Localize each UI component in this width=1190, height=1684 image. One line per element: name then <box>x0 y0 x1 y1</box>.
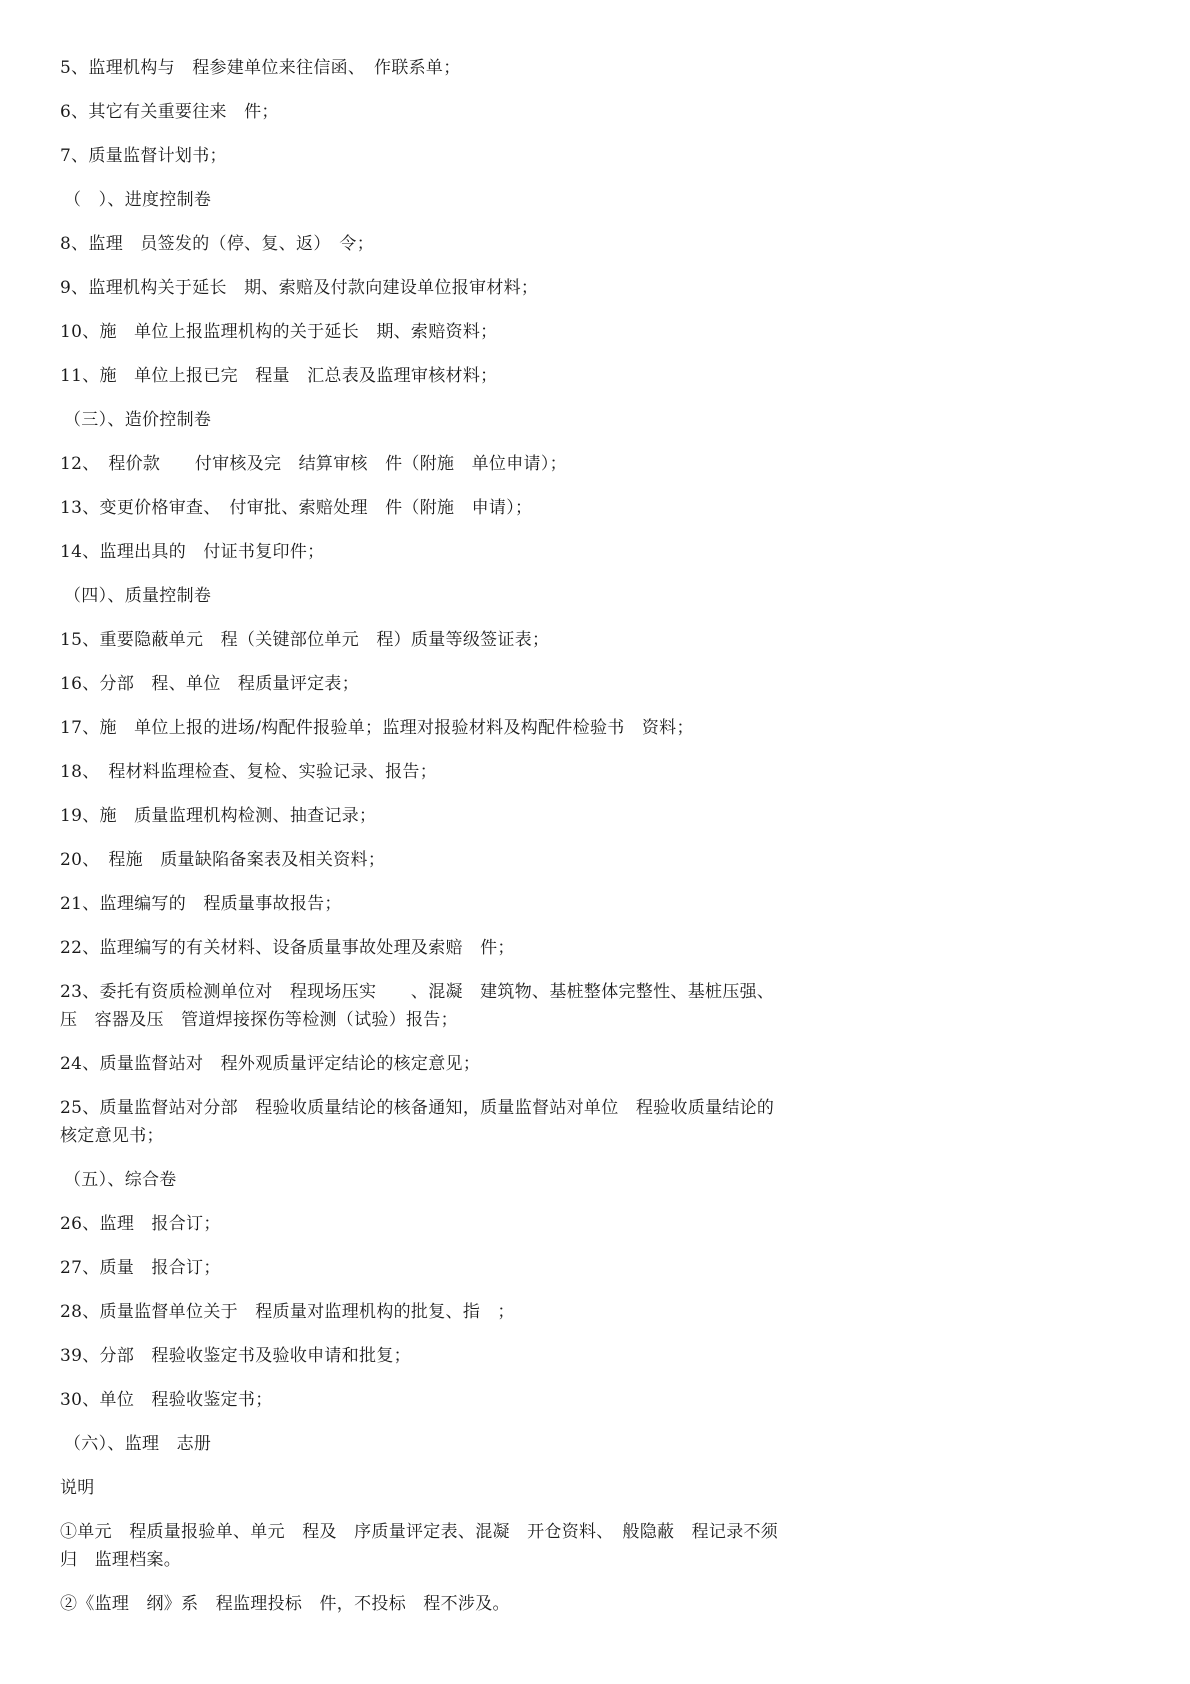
list-item-8: 8、监理 员签发的（停、复、返） 令； <box>60 234 375 254</box>
list-item-18: 18、 程材料监理检查、复检、实验记录、报告； <box>60 762 438 782</box>
list-item-17: 17、施 单位上报的进场/构配件报验单；监理对报验材料及构配件检验书 资料； <box>60 718 694 738</box>
notes-heading: 说明 <box>60 1478 95 1498</box>
list-item-21: 21、监理编写的 程质量事故报告； <box>60 894 342 914</box>
list-item-25: 25、质量监督站对分部 程验收质量结论的核备通知，质量监督站对单位 程验收质量结论的 核定意见书； <box>60 1098 775 1146</box>
list-item-7: 7、质量监督计划书； <box>60 146 227 166</box>
list-item-12: 12、 程价款 付审核及完 结算审核 件（附施 单位申请）； <box>60 454 567 474</box>
section-heading-cost: （三）、造价控制卷 <box>64 410 212 430</box>
section-heading-quality: （四）、质量控制卷 <box>64 586 212 606</box>
list-item-5: 5、监理机构与 程参建单位来往信函、 作联系单； <box>60 58 461 78</box>
list-item-11: 11、施 单位上报已完 程量 汇总表及监理审核材料； <box>60 366 498 386</box>
document-body <box>60 54 880 1634</box>
list-item-20: 20、 程施 质量缺陷备案表及相关资料； <box>60 850 386 870</box>
list-item-19: 19、施 质量监理机构检测、抽查记录； <box>60 806 377 826</box>
list-item-14: 14、监理出具的 付证书复印件； <box>60 542 325 562</box>
list-item-22: 22、监理编写的有关材料、设备质量事故处理及索赔 件； <box>60 938 515 958</box>
list-item-39: 39、分部 程验收鉴定书及验收申请和批复； <box>60 1346 411 1366</box>
list-item-15: 15、重要隐蔽单元 程（关键部位单元 程）质量等级签证表； <box>60 630 550 650</box>
list-item-28: 28、质量监督单位关于 程质量对监理机构的批复、指 ； <box>60 1302 515 1322</box>
list-item-26: 26、监理 报合订； <box>60 1214 221 1234</box>
note-1: ①单元 程质量报验单、单元 程及 序质量评定表、混凝 开仓资料、 般隐蔽 程记录不须 归 监理档案。 <box>60 1522 779 1570</box>
list-item-13: 13、变更价格审查、 付审批、索赔处理 件（附施 申请）； <box>60 498 533 518</box>
list-item-24: 24、质量监督站对 程外观质量评定结论的核定意见； <box>60 1054 481 1074</box>
list-item-9: 9、监理机构关于延长 期、索赔及付款向建设单位报审材料； <box>60 278 539 298</box>
section-heading-progress: （ ）、进度控制卷 <box>64 190 212 210</box>
list-item-23: 23、委托有资质检测单位对 程现场压实 、混凝 建筑物、基桩整体完整性、基桩压强、 压 容器及压 管道焊接探伤等检测（试验）报告； <box>60 982 775 1030</box>
note-2: ②《监理 纲》系 程监理投标 件，不投标 程不涉及。 <box>60 1594 510 1614</box>
list-item-27: 27、质量 报合订； <box>60 1258 221 1278</box>
list-item-30: 30、单位 程验收鉴定书； <box>60 1390 273 1410</box>
section-heading-log: （六）、监理 志册 <box>64 1434 212 1454</box>
list-item-6: 6、其它有关重要往来 件； <box>60 102 279 122</box>
list-item-16: 16、分部 程、单位 程质量评定表； <box>60 674 360 694</box>
section-heading-general: （五）、综合卷 <box>64 1170 177 1190</box>
list-item-10: 10、施 单位上报监理机构的关于延长 期、索赔资料； <box>60 322 498 342</box>
